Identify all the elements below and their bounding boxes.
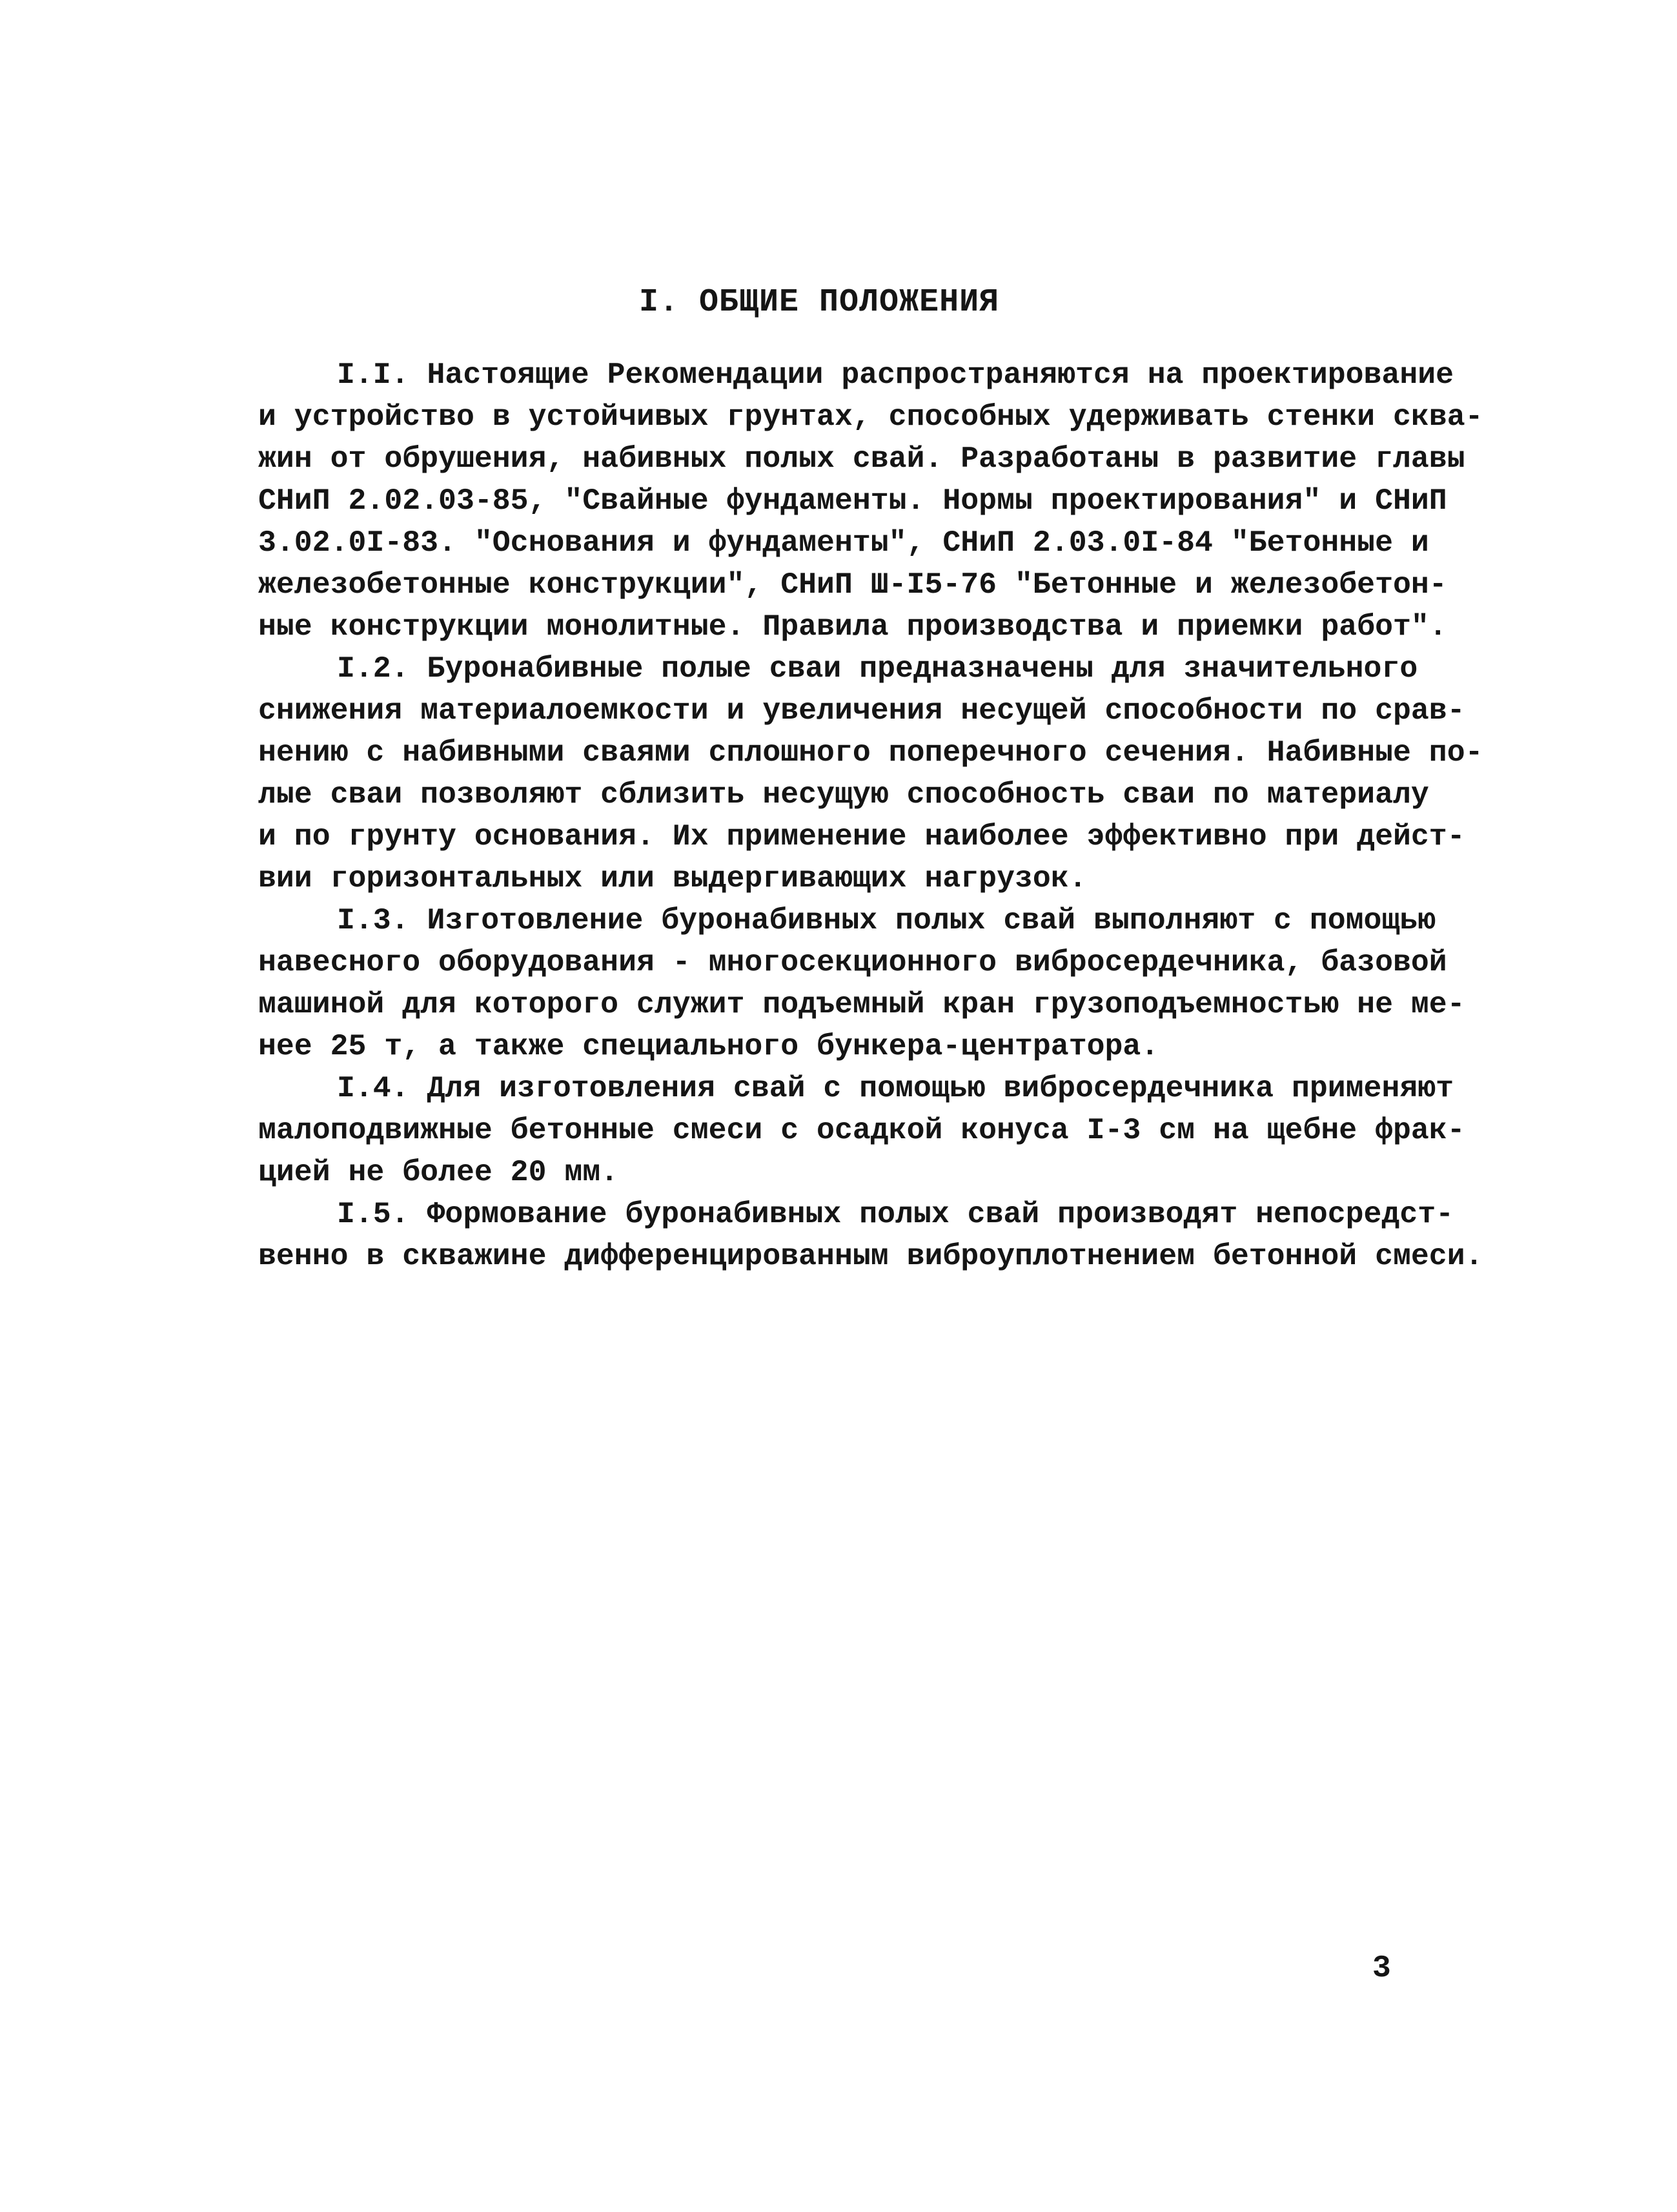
- text-line: ные конструкции монолитные. Правила производства и приемки работ".: [258, 609, 1447, 644]
- paragraph-1-3: [258, 899, 1465, 1067]
- text-line: жин от обрушения, набивных полых свай. Разработаны в развитие главы: [258, 442, 1465, 476]
- paragraph-1-5: [258, 1193, 1483, 1277]
- paragraph-1-1: [258, 354, 1483, 648]
- text-line: I.5. Формование буронабивных полых свай производят непосредст-: [337, 1197, 1454, 1231]
- paragraph-1-4: [258, 1067, 1465, 1193]
- text-line: I.4. Для изготовления свай с помощью вибросердечника применяют: [337, 1071, 1454, 1105]
- text-line: навесного оборудования - многосекционного вибросердечника, базовой: [258, 945, 1447, 979]
- text-line: и устройство в устойчивых грунтах, способных удерживать стенки сква-: [258, 400, 1483, 434]
- text-line: вии горизонтальных или выдергивающих нагрузок.: [258, 861, 1087, 896]
- paragraph-1-2: [258, 648, 1483, 899]
- text-line: цией не более 20 мм.: [258, 1155, 619, 1189]
- text-line: 3.02.0I-83. "Основания и фундаменты", СНиП 2.03.0I-84 "Бетонные и: [258, 526, 1429, 560]
- text-line: машиной для которого служит подъемный кран грузоподъемностью не ме-: [258, 987, 1465, 1021]
- text-line: малоподвижные бетонные смеси с осадкой конуса I-3 см на щебне фрак-: [258, 1113, 1465, 1147]
- text-line: венно в скважине дифференцированным виброуплотнением бетонной смеси.: [258, 1239, 1483, 1273]
- page-number: 3: [1372, 1951, 1391, 1986]
- text-line: I.3. Изготовление буронабивных полых свай выполняют с помощью: [337, 903, 1436, 937]
- text-line: лые сваи позволяют сблизить несущую способность сваи по материалу: [258, 777, 1429, 812]
- body-text: [258, 354, 1483, 1277]
- text-line: снижения материалоемкости и увеличения несущей способности по срав-: [258, 693, 1465, 728]
- text-line: железобетонные конструкции", СНиП Ш-I5-76 "Бетонные и железобетон-: [258, 568, 1447, 602]
- text-line: I.2. Буронабивные полые сваи предназначены для значительного: [337, 651, 1418, 686]
- text-line: СНиП 2.02.03-85, "Свайные фундаменты. Нормы проектирования" и СНиП: [258, 484, 1447, 518]
- text-line: нению с набивными сваями сплошного поперечного сечения. Набивные по-: [258, 735, 1483, 770]
- section-heading: I. ОБЩИЕ ПОЛОЖЕНИЯ: [639, 284, 1000, 321]
- text-line: нее 25 т, а также специального бункера-центратора.: [258, 1029, 1159, 1063]
- text-line: и по грунту основания. Их применение наиболее эффективно при дейст-: [258, 819, 1465, 854]
- text-line: I.I. Настоящие Рекомендации распространяются на проектирование: [337, 358, 1454, 392]
